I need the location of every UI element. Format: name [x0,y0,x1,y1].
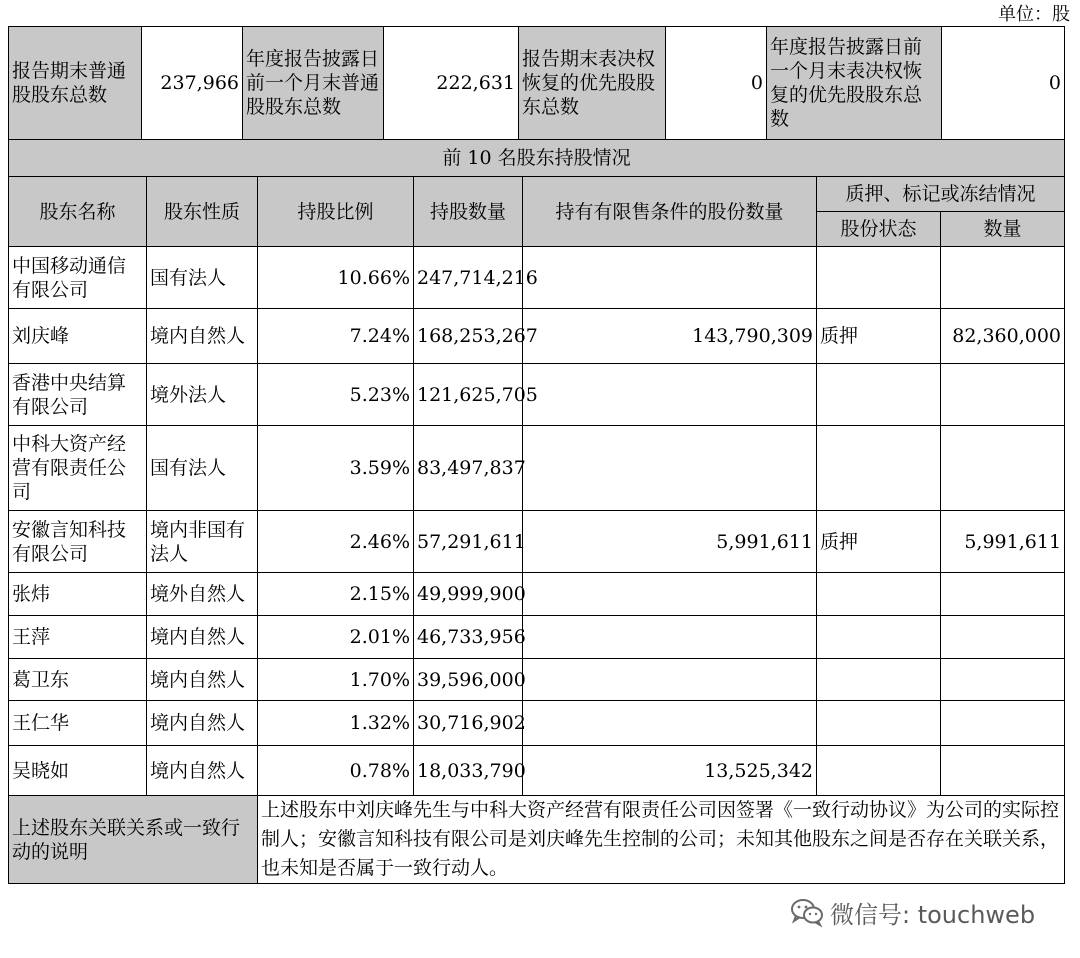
holder-status [817,616,941,659]
holder-name: 中国移动通信有限公司 [9,247,147,309]
holder-qty [941,616,1065,659]
section-title: 前 10 名股东持股情况 [9,140,1065,177]
holder-restricted [523,426,817,511]
holder-nature: 境内自然人 [147,659,258,701]
holder-ratio: 5.23% [258,364,414,426]
preferred-holders-value: 0 [666,27,767,140]
header-restricted: 持有有限售条件的股份数量 [523,177,817,247]
header-name: 股东名称 [9,177,147,247]
holder-qty [941,746,1065,796]
holder-qty [941,364,1065,426]
note-text: 上述股东中刘庆峰先生与中科大资产经营有限责任公司因签署《一致行动协议》为公司的实际控制人；安徽言知科技有限公司是刘庆峰先生控制的公司；未知其他股东之间是否存在关联关系，也未知是否属于一致行动人。 [258,796,1065,884]
holder-restricted [523,659,817,701]
prev-month-preferred-label: 年度报告披露日前一个月末表决权恢复的优先股股东总数 [767,27,942,140]
holder-status: 质押 [817,511,941,573]
total-holders-label: 报告期末普通股股东总数 [9,27,142,140]
table-row [9,701,1065,746]
holder-name: 中科大资产经营有限责任公司 [9,426,147,511]
watermark [790,895,1035,929]
holder-restricted [523,616,817,659]
holder-name: 张炜 [9,573,147,616]
header-pledge-group: 质押、标记或冻结情况 [817,177,1065,212]
holder-name: 安徽言知科技有限公司 [9,511,147,573]
prev-month-preferred-value: 0 [942,27,1065,140]
prev-month-holders-value: 222,631 [384,27,519,140]
holder-name: 葛卫东 [9,659,147,701]
header-amount: 持股数量 [414,177,523,247]
header-status: 股份状态 [817,212,941,247]
table-row [9,309,1065,364]
holder-status [817,573,941,616]
holder-ratio: 2.15% [258,573,414,616]
preferred-holders-label: 报告期末表决权恢复的优先股股东总数 [519,27,666,140]
watermark-text: 微信号: touchweb [830,900,1036,929]
holder-status [817,364,941,426]
holder-name: 香港中央结算有限公司 [9,364,147,426]
holder-restricted [523,247,817,309]
holder-amount: 57,291,611 [414,511,523,573]
holder-restricted [523,364,817,426]
wechat-icon [790,898,824,926]
holder-amount: 46,733,956 [414,616,523,659]
holder-qty [941,573,1065,616]
holder-nature: 境内自然人 [147,746,258,796]
holder-ratio: 1.32% [258,701,414,746]
holder-qty [941,426,1065,511]
holder-nature: 国有法人 [147,247,258,309]
holder-status [817,746,941,796]
prev-month-holders-label: 年度报告披露日前一个月末普通股股东总数 [243,27,384,140]
table-row [9,616,1065,659]
table-row [9,247,1065,309]
holder-amount: 39,596,000 [414,659,523,701]
holder-qty: 82,360,000 [941,309,1065,364]
header-nature: 股东性质 [147,177,258,247]
table-row [9,573,1065,616]
holder-status [817,426,941,511]
holder-restricted [523,573,817,616]
table-row [9,746,1065,796]
holder-ratio: 3.59% [258,426,414,511]
holder-nature: 境内自然人 [147,701,258,746]
holder-nature: 境外自然人 [147,573,258,616]
holder-nature: 境外法人 [147,364,258,426]
holder-restricted: 13,525,342 [523,746,817,796]
holder-restricted [523,701,817,746]
holder-ratio: 7.24% [258,309,414,364]
holder-status: 质押 [817,309,941,364]
header-qty: 数量 [941,212,1065,247]
table-row [9,426,1065,511]
holder-amount: 247,714,216 [414,247,523,309]
holder-status [817,701,941,746]
holder-ratio: 0.78% [258,746,414,796]
holder-ratio: 10.66% [258,247,414,309]
holder-ratio: 2.46% [258,511,414,573]
holder-restricted: 5,991,611 [523,511,817,573]
holder-amount: 30,716,902 [414,701,523,746]
table-row [9,364,1065,426]
holder-qty [941,659,1065,701]
holder-ratio: 2.01% [258,616,414,659]
holder-nature: 国有法人 [147,426,258,511]
holder-name: 王萍 [9,616,147,659]
shareholders-table [8,139,1065,884]
unit-label: 单位：股 [998,4,1070,25]
holder-amount: 121,625,705 [414,364,523,426]
holder-name: 王仁华 [9,701,147,746]
holder-ratio: 1.70% [258,659,414,701]
holder-amount: 18,033,790 [414,746,523,796]
holder-nature: 境内非国有法人 [147,511,258,573]
holder-amount: 83,497,837 [414,426,523,511]
holder-qty: 5,991,611 [941,511,1065,573]
holder-restricted: 143,790,309 [523,309,817,364]
holder-nature: 境内自然人 [147,309,258,364]
holder-nature: 境内自然人 [147,616,258,659]
header-ratio: 持股比例 [258,177,414,247]
holder-amount: 49,999,900 [414,573,523,616]
holder-name: 吴晓如 [9,746,147,796]
holder-name: 刘庆峰 [9,309,147,364]
summary-table [8,26,1065,140]
holder-status [817,659,941,701]
holder-status [817,247,941,309]
holder-amount: 168,253,267 [414,309,523,364]
table-row [9,659,1065,701]
holder-qty [941,701,1065,746]
holder-qty [941,247,1065,309]
table-row [9,511,1065,573]
total-holders-value: 237,966 [142,27,243,140]
note-label: 上述股东关联关系或一致行动的说明 [9,796,258,884]
